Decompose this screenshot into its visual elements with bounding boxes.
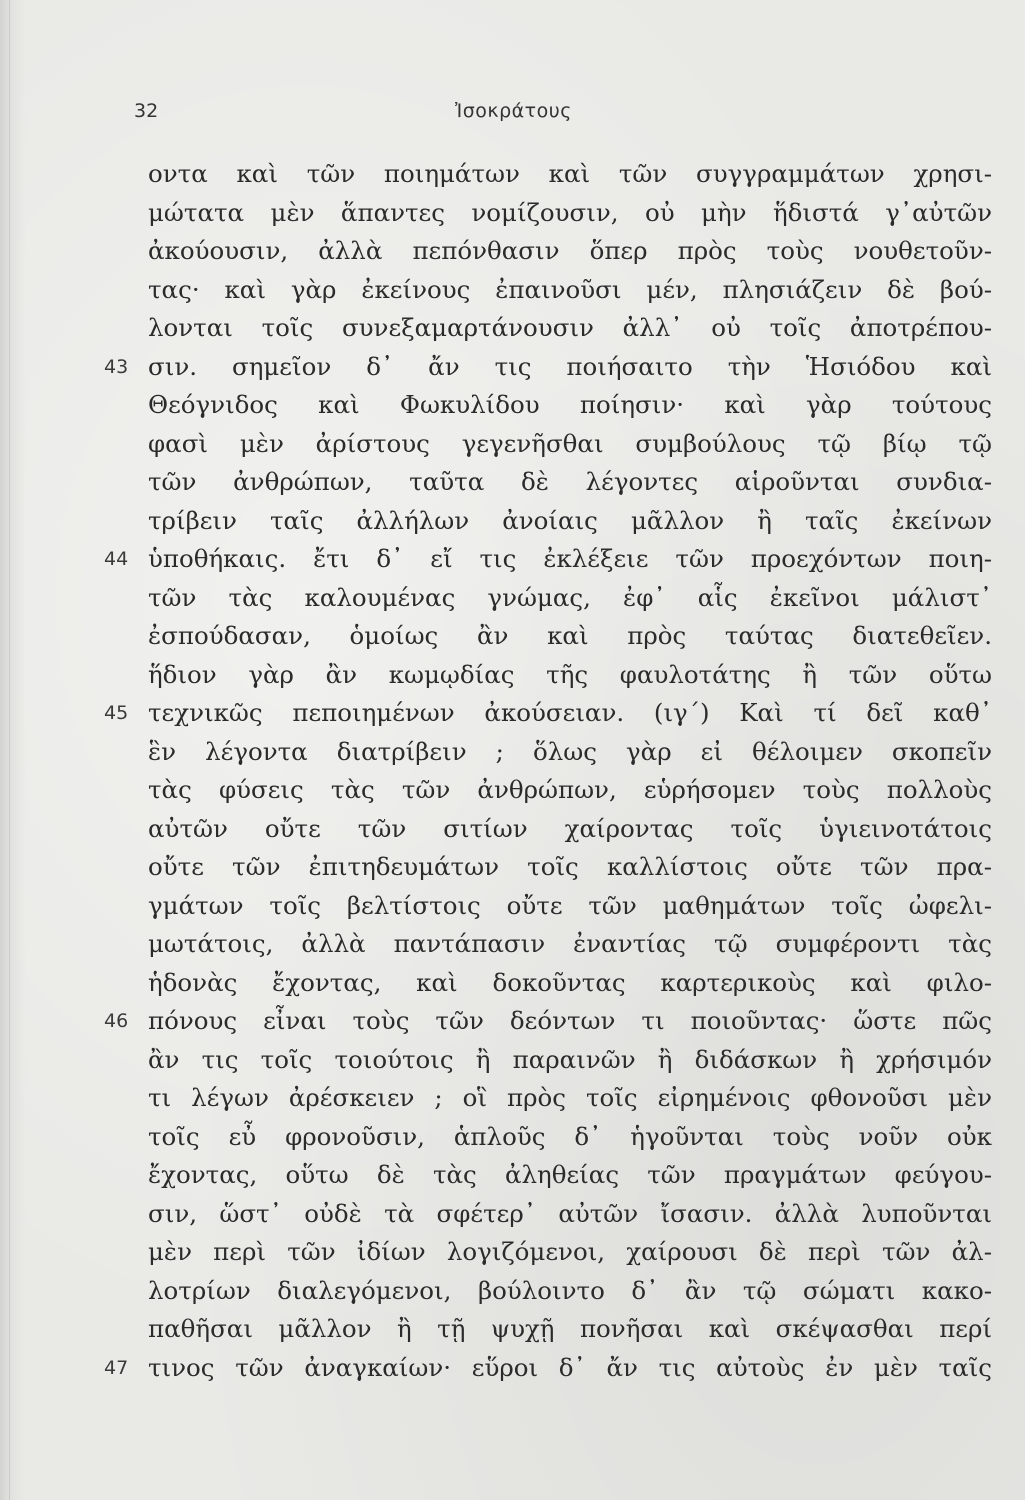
text-line (0, 1233, 1025, 1272)
line-text: παθῆσαι μᾶλλον ἢ τῇ ψυχῇ πονῆσαι καὶ σκέψασθαι περί (148, 1314, 992, 1343)
text-line (0, 964, 1025, 1003)
line-text: αὐτῶν οὔτε τῶν σιτίων χαίροντας τοῖς ὑγιεινοτάτοις (148, 813, 992, 843)
text-line (0, 810, 1025, 849)
page-header (0, 100, 1025, 130)
text-line (0, 1310, 1025, 1349)
line-text: τρίβειν ταῖς ἀλλήλων ἀνοίαις μᾶλλον ἢ ταῖς ἐκείνων (148, 505, 992, 535)
text-line (0, 617, 1025, 656)
line-text: ἡδονὰς ἔχοντας, καὶ δοκοῦντας καρτερικοὺς καὶ φιλο- (148, 967, 992, 997)
text-line (0, 348, 1025, 387)
text-line (0, 155, 1025, 194)
line-text: λονται τοῖς συνεξαμαρτάνουσιν ἀλλ᾽ οὐ τοῖς ἀποτρέπου- (148, 313, 992, 342)
text-line (0, 579, 1025, 618)
page-number: 32 (134, 100, 159, 122)
line-text: γμάτων τοῖς βελτίστοις οὔτε τῶν μαθημάτων τοῖς ὠφελι- (148, 890, 992, 920)
line-text: ἔχοντας, οὕτω δὲ τὰς ἀληθείας τῶν πραγμάτων φεύγου- (148, 1160, 992, 1189)
text-line (0, 887, 1025, 926)
text-line (0, 925, 1025, 964)
text-line (0, 733, 1025, 772)
text-line (0, 848, 1025, 887)
line-text: σιν. σημεῖον δ᾽ ἄν τις ποιήσαιτο τὴν Ἡσιόδου καὶ (148, 351, 992, 381)
line-text: φασὶ μὲν ἀρίστους γεγενῆσθαι συμβούλους τῷ βίῳ τῷ (148, 428, 992, 458)
text-line (0, 1002, 1025, 1041)
section-number: 47 (104, 1356, 129, 1379)
line-text: οντα καὶ τῶν ποιημάτων καὶ τῶν συγγραμμάτων χρησι- (148, 159, 992, 188)
line-text: ἀκούουσιν, ἀλλὰ πεπόνθασιν ὅπερ πρὸς τοὺς νουθετοῦν- (148, 236, 992, 265)
line-text: σιν, ὥστ᾽ οὐδὲ τὰ σφέτερ᾽ αὐτῶν ἴσασιν. ἀλλὰ λυποῦνται (148, 1198, 992, 1228)
line-text: μὲν περὶ τῶν ἰδίων λογιζόμενοι, χαίρουσι δὲ περὶ τῶν ἀλ- (148, 1237, 992, 1266)
text-line (0, 1195, 1025, 1234)
line-text: ὑποθήκαις. ἔτι δ᾽ εἴ τις ἐκλέξειε τῶν προεχόντων ποιη- (148, 544, 992, 573)
line-text: τεχνικῶς πεποιημένων ἀκούσειαν. (ιγ´) Καὶ τί δεῖ καθ᾽ (148, 698, 992, 727)
line-text: πόνους εἶναι τοὺς τῶν δεόντων τι ποιοῦντας· ὥστε πῶς (148, 1006, 992, 1035)
text-line (0, 386, 1025, 425)
line-text: οὔτε τῶν ἐπιτηδευμάτων τοῖς καλλίστοις οὔτε τῶν πρα- (148, 852, 992, 881)
text-line (0, 656, 1025, 695)
section-number: 43 (104, 355, 129, 378)
text-line (0, 1118, 1025, 1157)
text-line (0, 309, 1025, 348)
line-text: ἥδιον γὰρ ἂν κωμῳδίας τῆς φαυλοτάτης ἢ τῶν οὕτω (148, 659, 992, 689)
section-number: 46 (104, 1010, 129, 1032)
text-line (0, 1272, 1025, 1311)
text-line (0, 463, 1025, 502)
body-text (0, 155, 1025, 1387)
line-text: μωτάτοις, ἀλλὰ παντάπασιν ἐναντίας τῷ συμφέροντι τὰς (148, 929, 992, 958)
running-title: Ἰσοκράτους (455, 100, 572, 122)
line-text: τινος τῶν ἀναγκαίων· εὕροι δ᾽ ἄν τις αὐτοὺς ἐν μὲν ταῖς (148, 1352, 992, 1382)
line-text: τῶν ἀνθρώπων, ταῦτα δὲ λέγοντες αἱροῦνται συνδια- (148, 467, 992, 496)
text-line (0, 771, 1025, 810)
text-line (0, 1156, 1025, 1195)
line-text: Θεόγνιδος καὶ Φωκυλίδου ποίησιν· καὶ γὰρ τούτους (148, 390, 992, 419)
line-text: τὰς φύσεις τὰς τῶν ἀνθρώπων, εὑρήσομεν τοὺς πολλοὺς (148, 775, 992, 804)
text-line (0, 1041, 1025, 1080)
text-line (0, 694, 1025, 733)
text-line (0, 425, 1025, 464)
line-text: ἐσπούδασαν, ὁμοίως ἂν καὶ πρὸς ταύτας διατεθεῖεν. (148, 621, 992, 650)
line-text: λοτρίων διαλεγόμενοι, βούλοιντο δ᾽ ἂν τῷ σώματι κακο- (148, 1275, 992, 1305)
line-text: τοῖς εὖ φρονοῦσιν, ἁπλοῦς δ᾽ ἡγοῦνται τοὺς νοῦν οὐκ (148, 1121, 992, 1151)
section-number: 44 (104, 548, 129, 570)
section-number: 45 (104, 702, 129, 724)
text-line (0, 1349, 1025, 1388)
text-line (0, 194, 1025, 233)
line-text: τι λέγων ἀρέσκειεν ; οἳ πρὸς τοῖς εἰρημένοις φθονοῦσι μὲν (148, 1083, 992, 1112)
text-line (0, 232, 1025, 271)
text-line (0, 271, 1025, 310)
text-line (0, 540, 1025, 579)
line-text: τας· καὶ γὰρ ἐκείνους ἐπαινοῦσι μέν, πλησιάζειν δὲ βού- (148, 274, 992, 304)
line-text: ἂν τις τοῖς τοιούτοις ἢ παραινῶν ἢ διδάσκων ἢ χρήσιμόν (148, 1044, 992, 1074)
line-text: μώτατα μὲν ἅπαντες νομίζουσιν, οὐ μὴν ἥδιστά γ᾽αὐτῶν (148, 197, 992, 227)
line-text: τῶν τὰς καλουμένας γνώμας, ἐφ᾽ αἷς ἐκεῖνοι μάλιστ᾽ (148, 582, 992, 612)
text-line (0, 502, 1025, 541)
text-line (0, 1079, 1025, 1118)
line-text: ἓν λέγοντα διατρίβειν ; ὅλως γὰρ εἰ θέλοιμεν σκοπεῖν (148, 736, 992, 766)
